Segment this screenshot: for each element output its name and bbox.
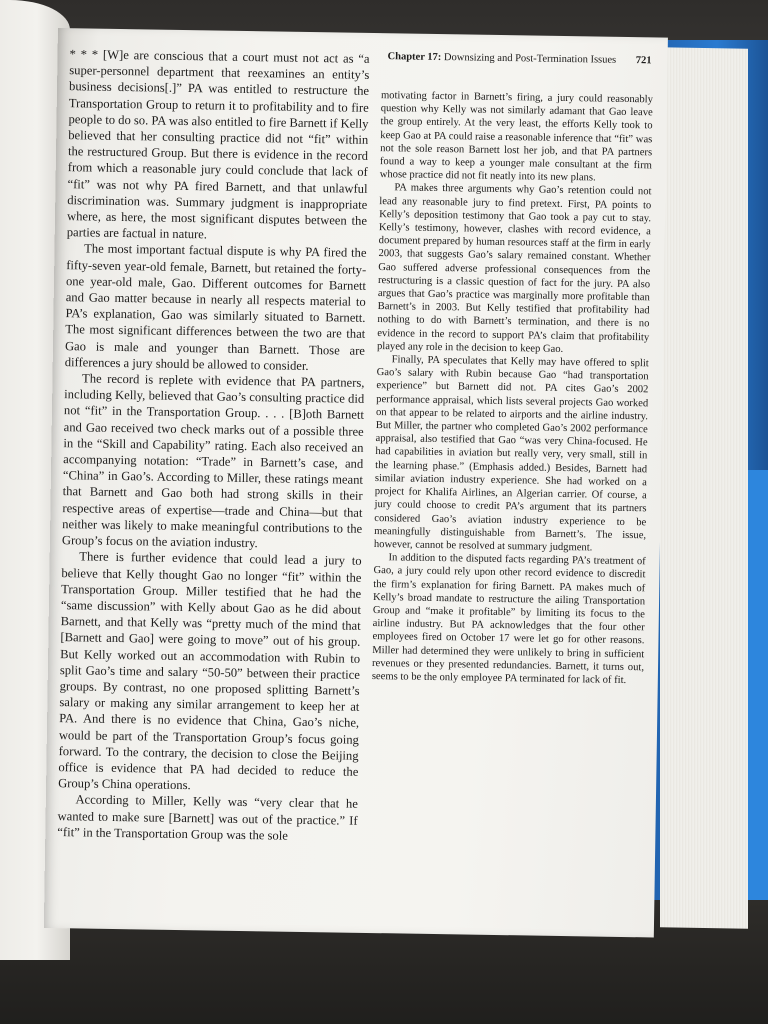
paragraph: Finally, PA speculates that Kelly may have offered to split Gao’s salary with Rubin because Gao “had transportation experience” but Barnett did not. PA cites Gao’s 2002 performance appraisal, which lists several projects Gao worked on that appear to be related to airports and the airline industry. But Miller, the partner who completed Gao’s 2002 performance appraisal, also testified that Gao “was very China-focused. He had capabilities in aviation but really very, very small, still in the learning phase.” (Emphasis added.) Besides, Barnett had similar aviation industry experience. She had worked on a project for Khalifa Airlines, an Algerian carrier. Of course, a jury could choose to credit PA’s argument that its partners considered Gao’s aviation industry experience to be meaningfully distinguishable from Barnett’s. The issue, however, cannot be resolved at summary judgment. <box>373 354 649 554</box>
paragraph: In addition to the disputed facts regarding PA’s treatment of Gao, a jury could rely upon other record evidence to discredit the firm’s explanation for firing Barnett. PA makes much of Kelly’s broad mandate to restructure the ailing Transportation Group and “make it profitable” by limiting its focus to the airline industry. But PA acknowledges that the four other employees fired on October 17 were let go for other reasons. Miller had determined they were unlikely to bring in sufficient revenues or they presented redundancies. Barnett, it turns out, seems to be the only employee PA terminated for lack of fit. <box>371 552 646 686</box>
paragraph: * * * [W]e are conscious that a court must not act as “a super-personnel department that reexamines an entity’s business decisions[.]” PA was entitled to restructure the Transportation Group to return it to profitability and to fire people to do so. PA was also entitled to fire Barnett if Kelly believed that her consulting practice did not “fit” within the restructured Group. But there is evidence in the record from which a reasonable jury could conclude that lack of “fit” was not why PA fired Barnett, and that unlawful discrimination was. Summary judgment is inappropriate where, as here, the most significant disputes between the parties are factual in nature. <box>66 47 370 242</box>
page-number: 721 <box>635 55 652 67</box>
paragraph: The record is replete with evidence that PA partners, including Kelly, believed that Gao’s consulting practice did not “fit” in the Transportation Group. . . . [B]oth Barnett and Gao received two check marks out of a possible three in the “Skill and Capability” rating. Each also received an accompanying notation: “Trade” in Barnett’s case, and “China” in Gao’s. According to Miller, these ratings meant that Barnett and Gao both had strong skills in their respective areas of expertise—trade and China—but that neither was likely to make meaningful contributions to the Group’s focus on the aviation industry. <box>61 371 365 551</box>
book-page <box>44 28 668 937</box>
page-stack-edges <box>660 47 748 929</box>
paragraph: There is further evidence that could lead a jury to believe that Kelly thought Gao no longer “fit” within the Transportation Group. Miller testified that he had the “same discussion” with Kelly about Gao as he did about Barnett, and that Kelly was “pretty much of the mind that [Barnett and Gao] were going to move” out of his group. But Kelly worked out an accommodation with Rubin to split Gao’s time and salary “50-50” between their practice groups. By contrast, no one proposed splitting Barnett’s salary or making any similar arrangement to keep her at PA. And there is no evidence that China, Gao’s niche, would be part of the Transportation Group’s focus going forward. To the contrary, the decision to close the Beijing office is evidence that PA had decided to reduce the Group’s China operations. <box>58 549 362 793</box>
left-column <box>57 46 369 845</box>
paragraph: PA makes three arguments why Gao’s retention could not lead any reasonable jury to find pretext. First, PA points to Kelly’s deposition testimony that Gao took a pay cut to stay. Kelly’s testimony, however, clashes with record evidence, a document prepared by human resources staff at the firm in early 2003, that suggests Gao’s salary remained constant. Whether Gao suffered adverse professional consequences from the restructuring is a classic question of fact for the jury. PA also argues that Gao’s practice was marginally more profitable than Barnett’s in 2003. But Kelly testified that profitability had nothing to do with Barnett’s termination, and there is no evidence in the record to support PA’s claim that profitability played any role in the decision to keep Gao. <box>376 182 652 355</box>
paragraph: According to Miller, Kelly was “very clear that he wanted to make sure [Barnett] was out of the practice.” If “fit” in the Transportation Group was the sole <box>57 792 358 843</box>
paragraph: motivating factor in Barnett’s firing, a jury could reasonably question why Kelly was not similarly adamant that Gao leave the group entirely. At the very least, the efforts Kelly took to keep Gao at PA could raise a reasonable inference that “fit” was not the sole reason Barnett lost her job, and that PA partners found a way to keep a younger male consultant at the firm whose practice did not fit neatly into its new plans. <box>379 90 654 184</box>
chapter-title: Downsizing and Post-Termination Issues <box>443 52 617 66</box>
running-head <box>388 51 658 66</box>
chapter-label: Chapter 17: <box>387 51 442 64</box>
right-column <box>372 89 653 687</box>
paragraph: The most important factual dispute is why PA fired the fifty-seven year-old female, Barnett, but retained the forty-one year-old male, Gao. Different outcomes for Barnett and Gao matter because in nearly all respects material to PA’s explanation, Gao was similarly situated to Barnett. The most significant differences between the two are that Gao is male and younger than Barnett. Those are differences a jury should be allowed to consider. <box>64 241 367 373</box>
